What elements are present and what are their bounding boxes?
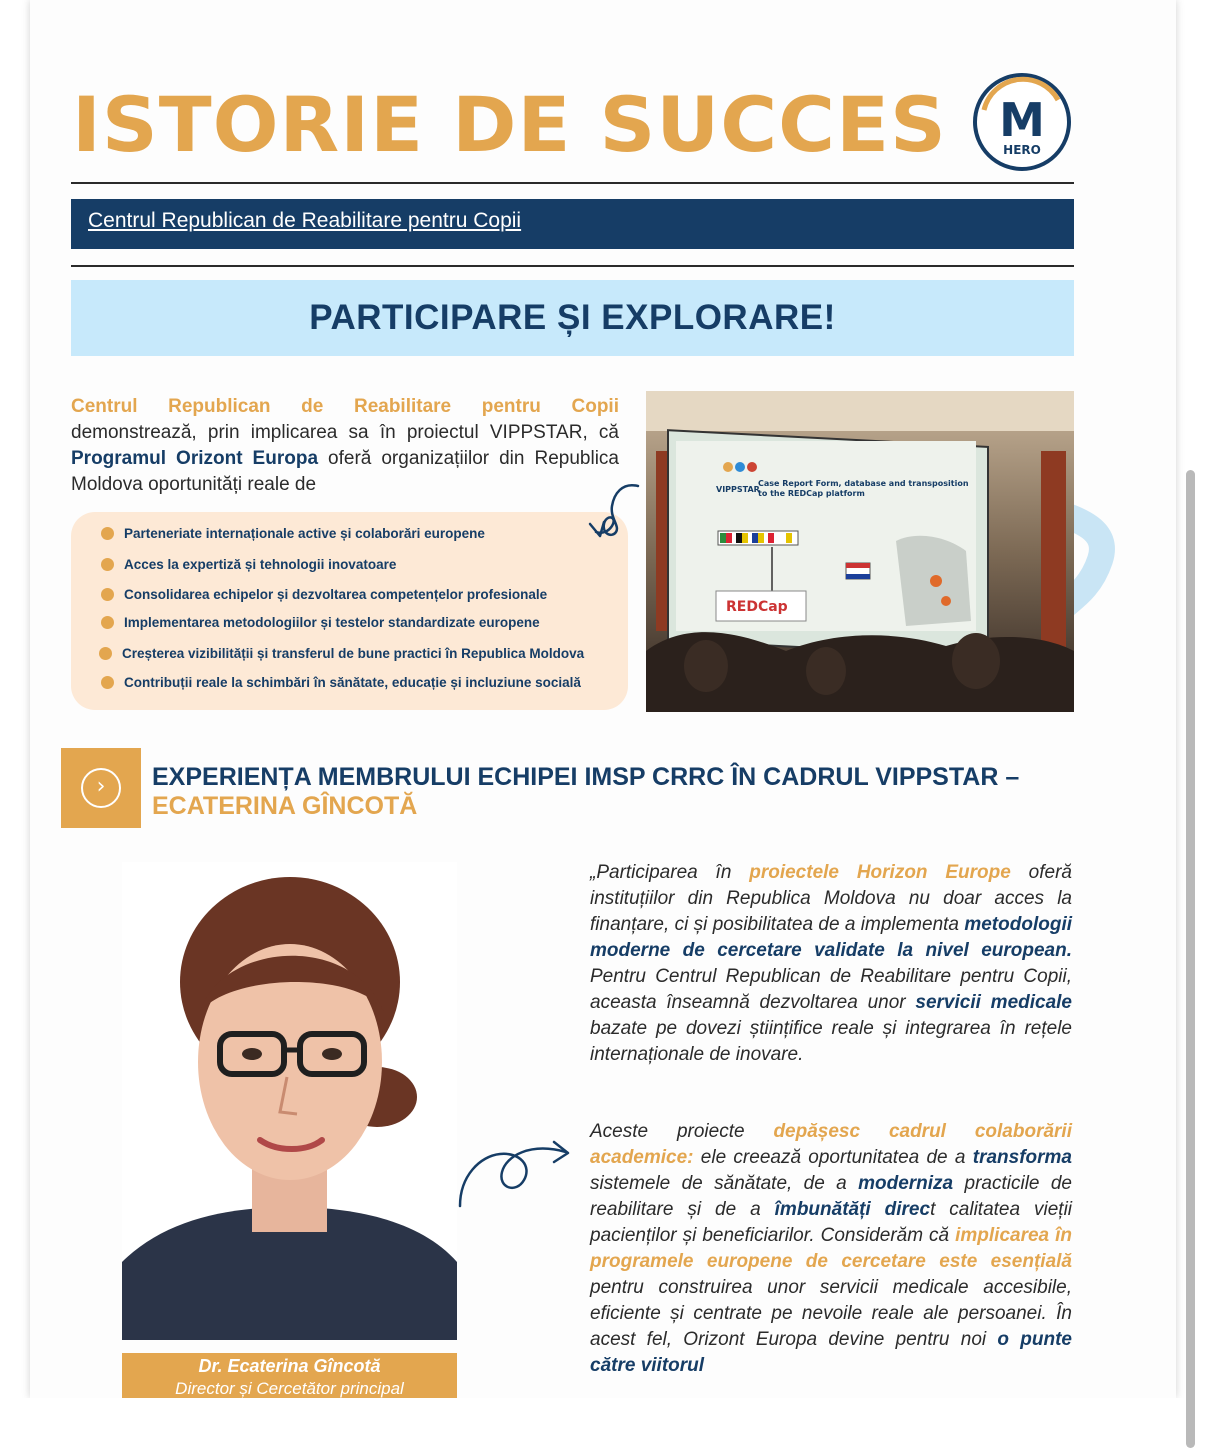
section-banner	[71, 280, 1074, 356]
bullet-dot-icon	[101, 527, 114, 540]
divider-top	[71, 182, 1074, 184]
intro-text-a: demonstrează, prin implicarea sa în proiectul VIPPSTAR, că	[71, 422, 619, 443]
page-title: ISTORIE DE SUCCES	[72, 80, 947, 169]
list-item: Acces la expertiză și tehnologii inovatoare	[101, 557, 396, 572]
bullet-dot-icon	[101, 616, 114, 629]
experience-heading-line2: ECATERINA GÎNCOTĂ	[152, 792, 418, 820]
portrait-illustration	[122, 862, 457, 1340]
scrollbar[interactable]	[1186, 470, 1195, 1448]
quote-paragraph-1: „Participarea în proiectele Horizon Europe oferă instituțiilor din Republica Moldova nu doar acces la finanțare, ci și posibilitatea de a implementa metodologii moderne de cercetare validate la nivel european. Pentru Centrul Republican de Reabilitare pentru Copii, aceasta înseamnă dezvoltarea unor servicii medicale bazate pe dovezi științifice reale și integrarea în rețele internaționale de inovare.	[590, 862, 1072, 1065]
logo-text: HERO	[1003, 143, 1041, 157]
list-item: Implementarea metodologiilor și testelor standardizate europene	[101, 615, 540, 630]
center-name-bar	[71, 199, 1074, 249]
intro-paragraph	[71, 394, 619, 498]
bullet-dot-icon	[99, 647, 112, 660]
caption-role: Director și Cercetător principal	[175, 1379, 404, 1398]
conference-photo	[646, 391, 1074, 712]
list-item: Creșterea vizibilității și transferul de bune practici în Republica Moldova	[99, 646, 584, 661]
caption-name: Dr. Ecaterina Gîncotă	[198, 1356, 381, 1376]
curly-arrow-icon	[562, 480, 642, 542]
bullet-dot-icon	[101, 588, 114, 601]
list-item: Consolidarea echipelor și dezvoltarea competențelor profesionale	[101, 587, 547, 602]
section-banner-label: PARTICIPARE ȘI EXPLORARE!	[309, 298, 836, 337]
intro-text-b: oferă organizațiilor din Republica Moldova oportunități reale de	[71, 448, 619, 495]
intro-program: Programul Orizont Europa	[71, 448, 319, 469]
slide-logo: VIPPSTAR	[716, 485, 760, 494]
slide-redcap: REDCap	[726, 599, 788, 615]
experience-heading	[152, 763, 1019, 821]
slide-title: Case Report Form, database and transposition to the REDCap platform	[758, 479, 969, 498]
logo-letter: M	[999, 93, 1045, 147]
divider-bottom	[71, 265, 1074, 267]
page-bottom-mask	[0, 1398, 1186, 1448]
intro-org: Centrul Republican de Reabilitare pentru Copii	[71, 396, 619, 417]
chevron-right-icon: ›	[81, 768, 121, 808]
portrait-photo	[122, 862, 457, 1340]
curly-arrow-icon	[420, 1126, 570, 1216]
conference-slide-photo	[646, 391, 1074, 712]
portrait-caption	[122, 1353, 457, 1399]
list-item: Parteneriate internaționale active și colaborări europene	[101, 526, 485, 541]
center-link[interactable]: Centrul Republican de Reabilitare pentru Copii	[88, 209, 522, 232]
bullet-dot-icon	[101, 558, 114, 571]
section-marker	[61, 748, 141, 828]
benefits-list	[71, 512, 628, 710]
mhero-logo	[970, 70, 1074, 174]
experience-heading-line1: EXPERIENȚA MEMBRULUI ECHIPEI IMSP CRRC ÎN CADRUL VIPPSTAR –	[152, 763, 1020, 791]
list-item: Contribuții reale la schimbări în sănătate, educație și incluziune socială	[101, 675, 581, 690]
bullet-dot-icon	[101, 676, 114, 689]
quote-paragraph-2: Aceste proiecte depășesc cadrul colaborării academice: ele creează oportunitatea de a transforma sistemele de sănătate, de a moderniza practicile de reabilitare și de a îmbunătăți direct calitatea vieții pacienților și beneficiarilor. Considerăm că implicarea în programele europene de cercetare este esențială pentru construirea unor servicii medicale accesibile, eficiente și centrate pe nevoile reale ale persoanei. În acest fel, Orizont Europa devine pentru noi o punte către viitorul	[590, 1121, 1073, 1376]
